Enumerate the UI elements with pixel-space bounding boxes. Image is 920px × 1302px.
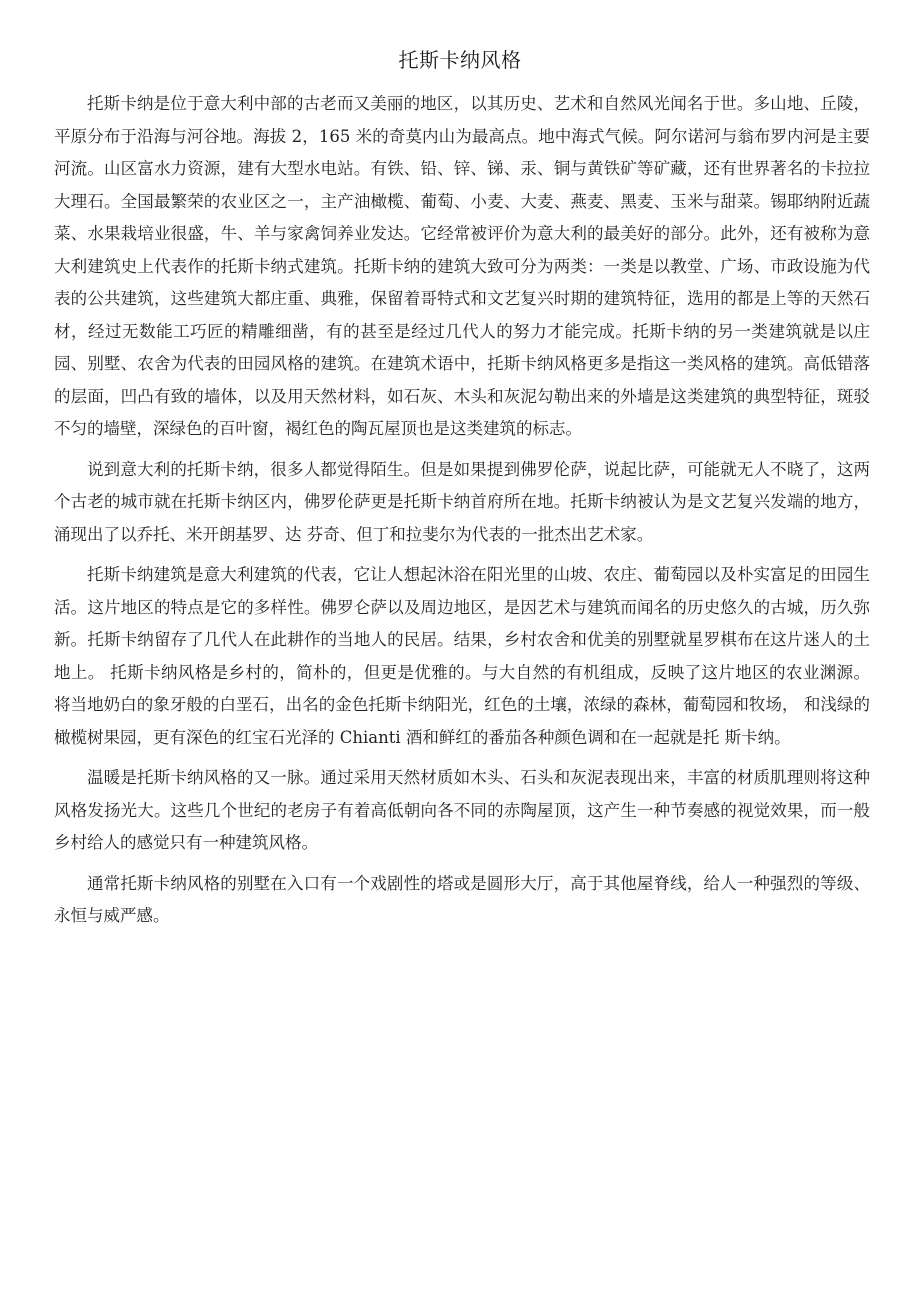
paragraph-4: 温暖是托斯卡纳风格的又一脉。通过采用天然材质如木头、石头和灰泥表现出来，丰富的材质肌理则将这种风格发扬光大。这些几个世纪的老房子有着高低朝向各不同的赤陶屋顶，这产生一种节奏感的视觉效果，而一般乡村给人的感觉只有一种建筑风格。 [54, 768, 870, 852]
document-body [54, 88, 870, 941]
paragraph-3: 托斯卡纳建筑是意大利建筑的代表，它让人想起沐浴在阳光里的山坡、农庄、葡萄园以及朴实富足的田园生活。这片地区的特点是它的多样性。佛罗仑萨以及周边地区，是因艺术与建筑而闻名的历史悠久的古城，历久弥新。托斯卡纳留存了几代人在此耕作的当地人的民居。结果，乡村农舍和优美的别墅就星罗棋布在这片迷人的土地上。 托斯卡纳风格是乡村的，简朴的，但更是优雅的。与大自然的有机组成，反映了这片地区的农业渊源。 将当地奶白的象牙般的白垩石，出名的金色托斯卡纳阳光，红色的土壤，浓绿的森林，葡萄园和牧场， 和浅绿的橄榄树果园，更有深色的红宝石光泽的 Chianti 酒和鲜红的番茄各种颜色调和在一起就是托 斯卡纳。 [54, 565, 870, 747]
paragraph-2: 说到意大利的托斯卡纳，很多人都觉得陌生。但是如果提到佛罗伦萨，说起比萨，可能就无人不晓了，这两个古老的城市就在托斯卡纳区内，佛罗伦萨更是托斯卡纳首府所在地。托斯卡纳被认为是文艺复兴发端的地方，涌现出了以乔托、米开朗基罗、达 芬奇、但丁和拉斐尔为代表的一批杰出艺术家。 [54, 459, 870, 544]
paragraph-5: 通常托斯卡纳风格的别墅在入口有一个戏剧性的塔或是圆形大厅，高于其他屋脊线，给人一种强烈的等级、永恒与威严感。 [54, 873, 870, 925]
document-title: 托斯卡纳风格 [398, 48, 522, 72]
paragraph-1: 托斯卡纳是位于意大利中部的古老而又美丽的地区，以其历史、艺术和自然风光闻名于世。多山地、丘陵，平原分布于沿海与河谷地。海拔 2，165 米的奇莫内山为最高点。地中海式气候。阿尔诺河与翁布罗内河是主要河流。山区富水力资源，建有大型水电站。有铁、铅、锌、锑、汞、铜与黄铁矿等矿藏，还有世界著名的卡拉拉大理石。全国最繁荣的农业区之一，主产油橄榄、葡萄、小麦、大麦、燕麦、黑麦、玉米与甜菜。锡耶纳附近蔬菜、水果栽培业很盛，牛、羊与家禽饲养业发达。它经常被评价为意大利的最美好的部分。此外，还有被称为意大利建筑史上代表作的托斯卡纳式建筑。托斯卡纳的建筑大致可分为两类：一类是以教堂、广场、市政设施为代表的公共建筑，这些建筑大都庄重、典雅，保留着哥特式和文艺复兴时期的建筑特征，选用的都是上等的天然石材，经过无数能工巧匠的精雕细凿，有的甚至是经过几代人的努力才能完成。托斯卡纳的另一类建筑就是以庄园、别墅、农舍为代表的田园风格的建筑。在建筑术语中，托斯卡纳风格更多是指这一类风格的建筑。高低错落的层面，凹凸有致的墙体，以及用天然材料，如石灰、木头和灰泥勾勒出来的外墙是这类建筑的典型特征，斑驳不匀的墙壁，深绿色的百叶窗，褐红色的陶瓦屋顶也是这类建筑的标志。 [54, 94, 870, 438]
